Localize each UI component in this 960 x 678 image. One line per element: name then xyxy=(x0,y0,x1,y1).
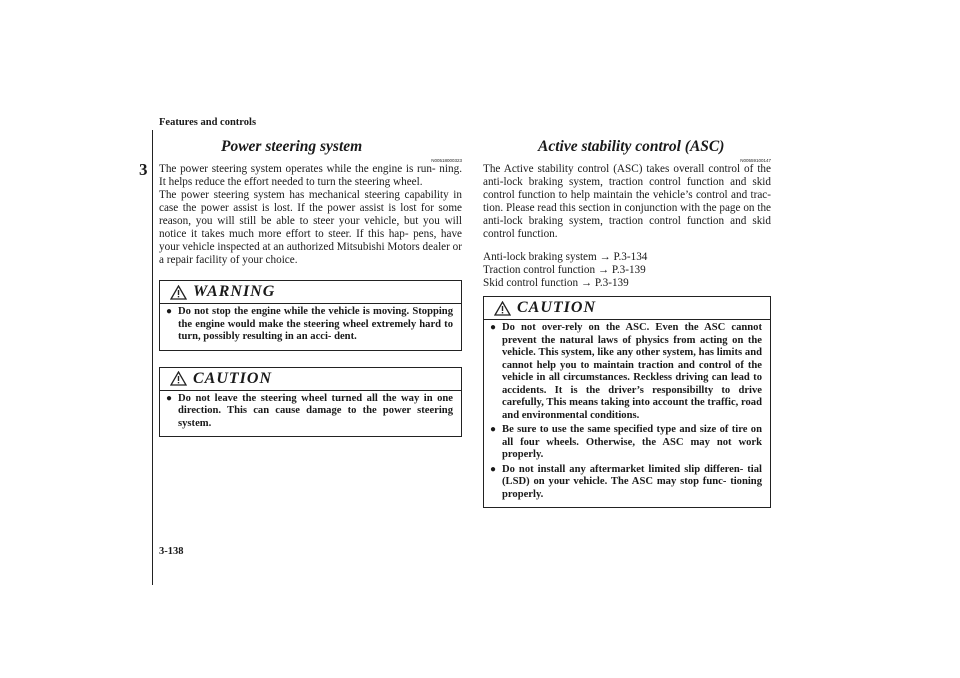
right-column xyxy=(483,133,771,508)
caution-triangle-icon xyxy=(494,301,511,316)
warning-item: ● Do not stop the engine while the vehicle is moving. Stopping the engine would make the steering wheel extremely hard to turn, possibly resulting in an acci- dent. xyxy=(166,306,453,342)
caution-item: ● Do not install any aftermarket limited slip differen- tial (LSD) on your vehicle. The ASC may stop func- tioning properly. xyxy=(490,463,762,500)
reference-list xyxy=(483,251,771,290)
warning-triangle-icon xyxy=(170,285,187,300)
section-code: N00518000323 xyxy=(431,158,462,163)
section-code: N00559100147 xyxy=(740,158,771,163)
header-title: Features and controls xyxy=(159,117,257,128)
reference-link: Traction control function → P.3-139 xyxy=(483,264,646,276)
warning-box xyxy=(159,280,462,351)
section-title: Power steering system xyxy=(221,138,363,155)
caution-triangle-icon xyxy=(170,371,187,386)
reference-link: Anti-lock braking system → P.3-134 xyxy=(483,251,648,263)
warning-header xyxy=(166,281,453,303)
paragraph: The Active stability control (ASC) takes overall control of the anti-lock braking system, traction control function and skid control function to help maintain the vehicle’s control and trac- tion. Please read this section in conjunction with the page on the anti-lock braking system, traction control function and skid control function. xyxy=(483,163,771,240)
caution-item: ● Be sure to use the same specified type and size of tire on all four wheels. Otherwise, the ASC may not work properly. xyxy=(490,424,762,460)
page-number: 3-138 xyxy=(159,546,184,557)
caution-item: ● Do not leave the steering wheel turned all the way in one direction. This can cause damage to the power steering system. xyxy=(166,392,453,429)
reference-link: Skid control function → P.3-139 xyxy=(483,277,629,289)
warning-label: WARNING xyxy=(193,283,276,300)
caution-box xyxy=(159,367,462,438)
left-column xyxy=(159,133,462,437)
chapter-tab: 3 xyxy=(139,160,148,179)
caution-item: ● Do not over-rely on the ASC. Even the ASC cannot prevent the natural laws of physics from acting on the vehicle. This system, like any other system, has limits and cannot help you to maintain traction and control of the vehicle in all circumstances. Reckless driving can lead to accidents. It is the driver’s responsibillty to drive carefully, This means taking into account the traffic, road and environmental conditions. xyxy=(490,322,762,421)
caution-label: CAUTION xyxy=(517,299,597,316)
section-title: Active stability control (ASC) xyxy=(538,138,725,155)
caution-header xyxy=(490,297,762,319)
caution-label: CAUTION xyxy=(193,369,273,387)
paragraph: The power steering system operates while the engine is run- ning. It helps reduce the effort needed to turn the steering wheel. xyxy=(159,163,462,188)
caution-header xyxy=(166,368,453,390)
chapter-divider xyxy=(152,130,153,585)
paragraph: The power steering system has mechanical steering capability in case the power assist is lost. If the power assist is lost for some reason, you will still be able to steer your vehicle, but you will notice it takes much more effort to steer. If this hap- pens, have your vehicle inspected at an authorized Mitsubishi Motors dealer or a repair facility of your choice. xyxy=(159,189,462,266)
caution-box xyxy=(483,296,771,508)
